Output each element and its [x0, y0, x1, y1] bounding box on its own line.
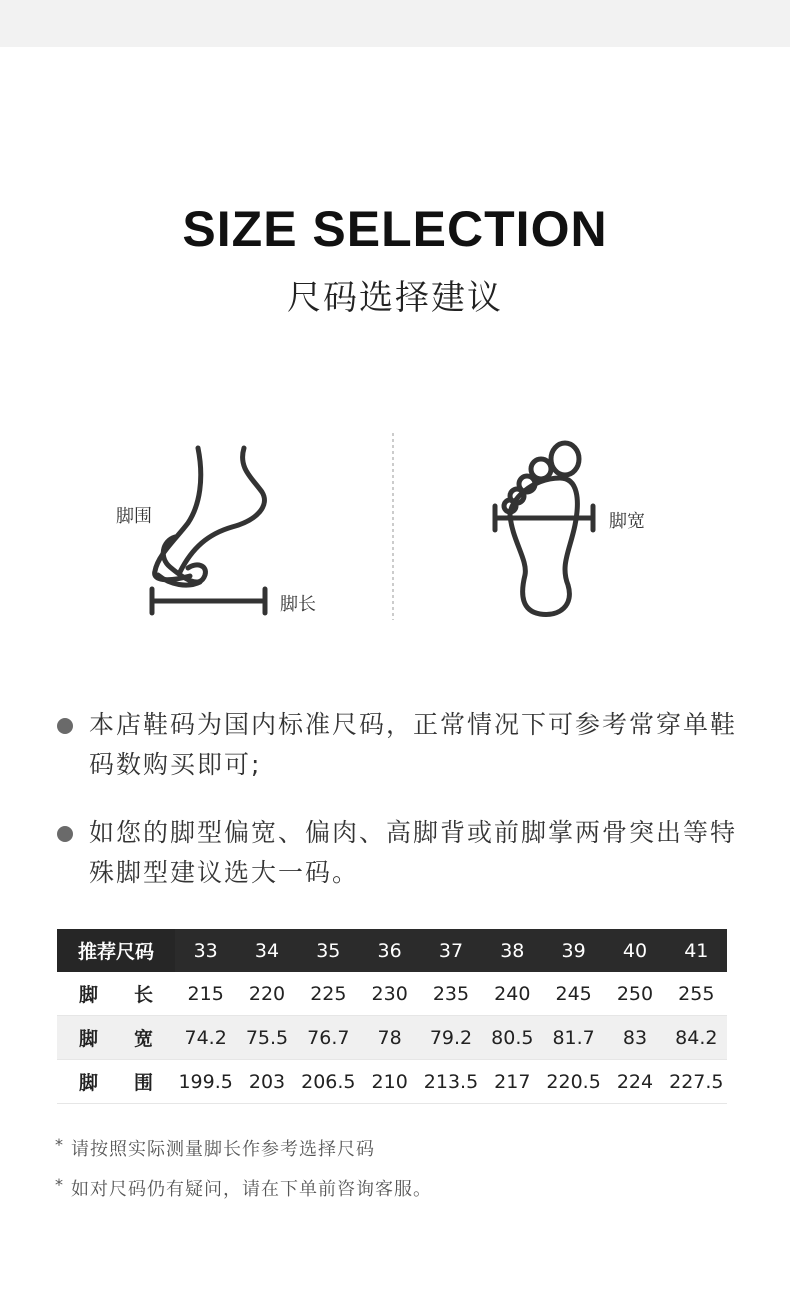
table-cell: 76.7 — [307, 1026, 350, 1049]
width-label: 脚宽 — [609, 511, 645, 532]
table-cell: 75.5 — [245, 1026, 289, 1049]
row-label — [57, 1060, 175, 1104]
table-cell: 215 — [187, 982, 224, 1005]
top-strip — [0, 0, 790, 47]
table-row-foot-width — [57, 1016, 727, 1060]
table-cell: 240 — [494, 982, 531, 1005]
table-cell: 217 — [494, 1070, 531, 1093]
foot-sole-icon — [504, 443, 579, 614]
table-cell: 213.5 — [423, 1070, 479, 1093]
size-header: 37 — [438, 939, 464, 962]
table-cell: 210 — [371, 1070, 408, 1093]
table-cell: 78 — [377, 1026, 402, 1049]
row-label-char: 脚 — [79, 984, 99, 1006]
table-cell: 220.5 — [546, 1070, 601, 1093]
table-row-foot-girth — [57, 1060, 727, 1104]
header-label: 推荐尺码 — [57, 929, 175, 972]
row-label-char: 脚 — [79, 1072, 99, 1094]
footnote — [55, 1175, 432, 1201]
length-label: 脚长 — [280, 594, 316, 615]
size-header: 35 — [316, 939, 341, 962]
row-label-char: 宽 — [133, 1028, 153, 1050]
page-title: SIZE SELECTION — [182, 201, 608, 257]
bullet-dot — [57, 718, 73, 734]
table-row-foot-length — [57, 972, 727, 1016]
row-label — [57, 972, 175, 1016]
length-ruler-icon — [152, 589, 265, 613]
size-header: 34 — [254, 939, 280, 962]
row-label — [57, 1016, 175, 1060]
footnote-marker: * — [55, 1175, 64, 1194]
table-cell: 227.5 — [669, 1070, 724, 1093]
foot-side-icon — [155, 448, 265, 585]
table-cell: 225 — [310, 982, 347, 1005]
table-cell: 245 — [555, 982, 592, 1005]
note-text: 本店鞋码为国内标准尺码，正常情况下可参考常穿单鞋码数购买即可; — [89, 710, 738, 779]
size-table — [57, 929, 727, 1104]
table-cell: 199.5 — [178, 1070, 233, 1093]
size-header: 33 — [193, 939, 218, 962]
table-cell: 79.2 — [429, 1026, 473, 1049]
table-header-row — [57, 929, 727, 972]
table-cell: 235 — [432, 982, 470, 1005]
footnote-text: 请按照实际测量脚长作参考选择尺码 — [71, 1139, 375, 1160]
row-label-char: 脚 — [79, 1028, 99, 1050]
size-header: 39 — [561, 939, 586, 962]
table-cell: 220 — [248, 982, 286, 1005]
table-cell: 81.7 — [552, 1026, 595, 1049]
table-cell: 206.5 — [301, 1070, 356, 1093]
table-cell: 230 — [371, 982, 408, 1005]
note-text: 如您的脚型偏宽、偏肉、高脚背或前脚掌两骨突出等特殊脚型建议选大一码。 — [89, 818, 738, 887]
footnote-marker: * — [55, 1135, 64, 1154]
footnote-text: 如对尺码仍有疑问，请在下单前咨询客服。 — [71, 1179, 432, 1200]
size-header: 36 — [377, 939, 402, 962]
girth-label: 脚围 — [116, 506, 152, 527]
bullet-dot — [57, 826, 73, 842]
table-cell: 255 — [678, 982, 715, 1005]
table-cell: 74.2 — [184, 1026, 227, 1049]
size-header: 40 — [622, 939, 648, 962]
row-label-char: 围 — [133, 1072, 153, 1094]
row-label-char: 长 — [133, 984, 153, 1006]
table-cell: 250 — [616, 982, 654, 1005]
table-cell: 84.2 — [675, 1026, 718, 1049]
table-cell: 203 — [248, 1070, 286, 1093]
page-subtitle: 尺码选择建议 — [287, 278, 503, 318]
foot-measurement-illustration — [0, 420, 790, 640]
footnote — [55, 1135, 375, 1161]
size-header: 41 — [684, 939, 709, 962]
size-header: 38 — [500, 939, 525, 962]
table-cell: 83 — [622, 1026, 648, 1049]
table-cell: 80.5 — [491, 1026, 534, 1049]
foot-diagram — [0, 420, 790, 640]
table-cell: 224 — [616, 1070, 654, 1093]
